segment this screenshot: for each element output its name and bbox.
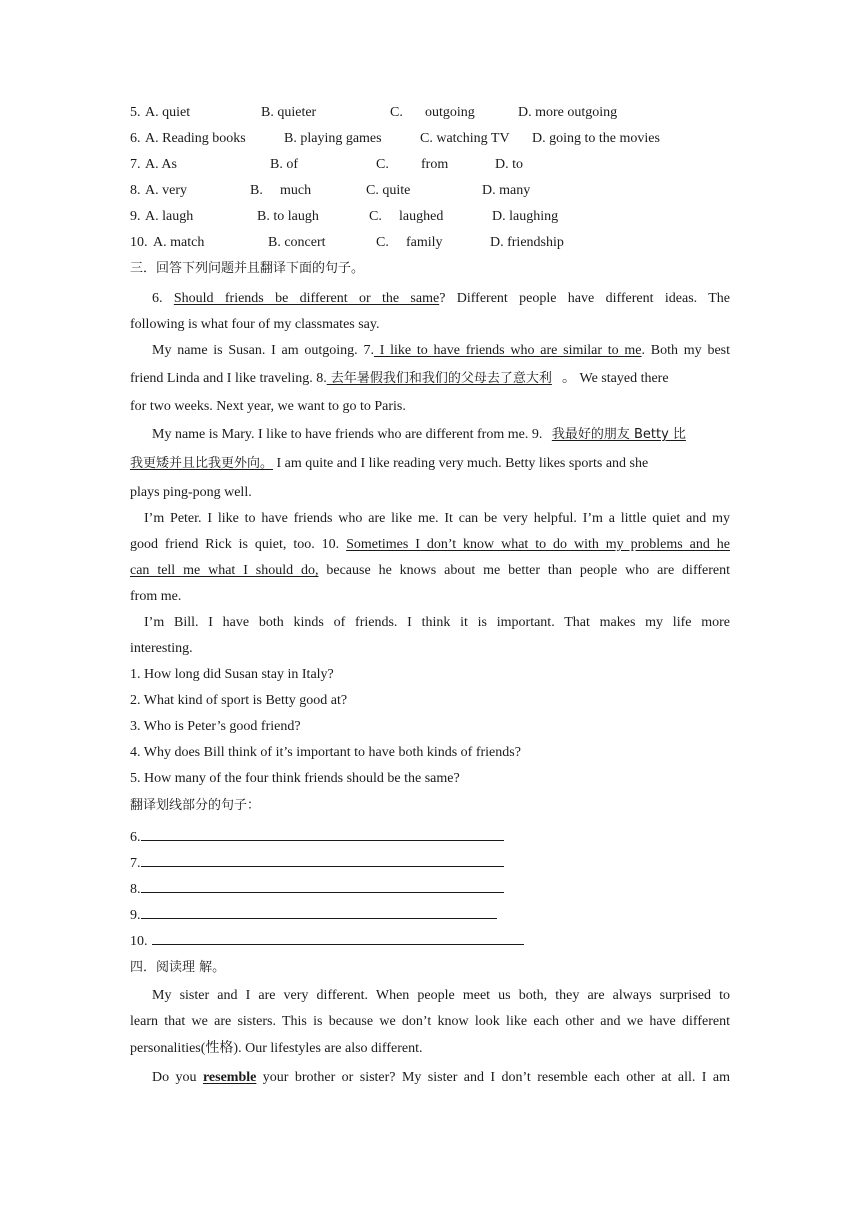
choice-option-b: B. of — [270, 157, 298, 172]
passage-p3-line1 — [130, 425, 686, 445]
passage-p5-line2: interesting. — [130, 641, 193, 656]
reading-line-4 — [130, 1068, 730, 1088]
section-4-heading: 四．阅读理 解。 — [130, 960, 226, 975]
translate-number: 6. — [130, 830, 141, 845]
choice-option-c: C. — [369, 209, 382, 224]
passage-p5-line1: I’m Bill. I have both kinds of friends. I think it is important. That makes my life more — [144, 615, 730, 630]
question-1: 1. How long did Susan stay in Italy? — [130, 667, 334, 682]
choice-option-a: A. As — [145, 157, 177, 172]
choice-option-a: A. match — [153, 235, 205, 250]
passage-text: My name is Mary. I like to have friends who are different from me. 9. — [152, 427, 543, 442]
choice-option-d: D. laughing — [492, 209, 559, 224]
reading-line-3: personalities(性格). Our lifestyles are also different. — [130, 1041, 423, 1056]
sentence-number: 6. — [152, 291, 163, 306]
choice-option-c-text: laughed — [399, 209, 444, 224]
section-3-heading: 三．回答下列问题并且翻译下面的句子。 — [130, 261, 365, 276]
translate-number: 9. — [130, 908, 141, 923]
choice-option-c-text: outgoing — [425, 105, 475, 120]
underlined-sentence-7: I like to have friends who are similar to me — [373, 343, 642, 358]
translate-number: 10. — [130, 934, 148, 949]
passage-p2-line2 — [130, 369, 669, 389]
answer-blank[interactable] — [152, 930, 524, 945]
choice-option-c: C. watching TV — [420, 131, 510, 146]
choice-option-a: A. laugh — [145, 209, 194, 224]
choice-row-9 — [130, 207, 559, 227]
translate-number: 8. — [130, 882, 141, 897]
choice-option-b: B. to laugh — [257, 209, 319, 224]
question-3: 3. Who is Peter’s good friend? — [130, 719, 301, 734]
choice-option-b: B. quieter — [261, 105, 317, 120]
choice-option-d: D. friendship — [490, 235, 564, 250]
choice-row-5 — [130, 103, 618, 123]
choice-row-10 — [130, 233, 564, 253]
choice-option-b: B. playing games — [284, 131, 382, 146]
passage-p4-line2 — [130, 535, 730, 555]
passage-text: My name is Susan. I am outgoing. 7. — [152, 343, 374, 358]
passage-text: I am quite and I like reading very much. Betty likes sports and she — [273, 456, 649, 471]
passage-text: ? Different people have different ideas. The — [439, 291, 731, 306]
choice-option-d: D. to — [495, 157, 523, 172]
answer-blank[interactable] — [141, 852, 504, 867]
choice-number: 9. — [130, 209, 141, 224]
underlined-sentence-9-cont: 我更矮并且比我更外向。 — [130, 456, 274, 471]
answer-blank[interactable] — [141, 878, 504, 893]
underlined-sentence-6: Should friends be different or the same — [173, 291, 440, 306]
choice-number: 5. — [130, 105, 141, 120]
passage-p1-line2: following is what four of my classmates say. — [130, 317, 380, 332]
choice-option-b: B. concert — [268, 235, 326, 250]
passage-text: 。 We stayed there — [562, 371, 669, 386]
underlined-sentence-8: 去年暑假我们和我们的父母去了意大利 — [326, 371, 552, 386]
choice-row-6 — [130, 129, 660, 149]
passage-text: friend Linda and I like traveling. 8. — [130, 371, 327, 386]
question-4: 4. Why does Bill think of it’s important to have both kinds of friends? — [130, 745, 521, 760]
choice-number: 10. — [130, 235, 148, 250]
choice-row-8 — [130, 181, 531, 201]
passage-p4-line3 — [130, 561, 730, 581]
choice-option-c: C. — [376, 157, 389, 172]
reading-line-2: learn that we are sisters. This is because we don’t know look like each other and we have different — [130, 1014, 730, 1029]
choice-option-c-text: family — [406, 235, 443, 250]
translate-line-6 — [130, 826, 504, 848]
reading-text: your brother or sister? My sister and I don’t resemble each other at all. I am — [256, 1070, 730, 1085]
underlined-sentence-10: Sometimes I don’t know what to do with my problems and he — [346, 537, 730, 552]
passage-p2-line1 — [130, 341, 730, 361]
choice-row-7 — [130, 155, 523, 175]
passage-text: good friend Rick is quiet, too. 10. — [130, 537, 340, 552]
choice-number: 8. — [130, 183, 141, 198]
passage-p3-line3: plays ping-pong well. — [130, 485, 252, 500]
translate-line-8 — [130, 878, 504, 900]
keyword-resemble: resemble — [202, 1070, 257, 1085]
translate-line-7 — [130, 852, 504, 874]
underlined-sentence-9: 我最好的朋友 Betty 比 — [551, 427, 686, 442]
choice-option-d: D. many — [482, 183, 531, 198]
passage-text: . Both my best — [641, 343, 730, 358]
answer-blank[interactable] — [141, 904, 497, 919]
passage-p3-line2 — [130, 454, 648, 474]
question-2: 2. What kind of sport is Betty good at? — [130, 693, 348, 708]
choice-option-a: A. Reading books — [145, 131, 246, 146]
choice-option-c: C. — [390, 105, 403, 120]
choice-option-a: A. very — [145, 183, 187, 198]
passage-p4-line4: from me. — [130, 589, 182, 604]
passage-p2-line3: for two weeks. Next year, we want to go to Paris. — [130, 399, 406, 414]
choice-number: 6. — [130, 131, 141, 146]
choice-option-b-text: much — [280, 183, 312, 198]
choice-option-d: D. going to the movies — [532, 131, 660, 146]
reading-text: My sister and I are very different. When people meet us both, they are always surprised to — [152, 988, 730, 1003]
answer-blank[interactable] — [141, 826, 504, 841]
translate-line-9 — [130, 904, 497, 926]
reading-line-1 — [130, 986, 730, 1006]
choice-option-a: A. quiet — [145, 105, 191, 120]
choice-option-d: D. more outgoing — [518, 105, 618, 120]
choice-number: 7. — [130, 157, 141, 172]
translate-heading: 翻译划线部分的句子： — [130, 798, 261, 813]
question-5: 5. How many of the four think friends should be the same? — [130, 771, 460, 786]
choice-option-c: C. — [376, 235, 389, 250]
translate-number: 7. — [130, 856, 141, 871]
translate-line-10 — [130, 930, 524, 952]
passage-p1-line1 — [130, 289, 730, 309]
choice-option-c: C. quite — [366, 183, 411, 198]
passage-text: because he knows about me better than people who are different — [318, 563, 730, 578]
reading-text: Do you — [152, 1070, 203, 1085]
passage-p4-line1: I’m Peter. I like to have friends who are like me. It can be very helpful. I’m a little quiet and my — [144, 511, 730, 526]
choice-option-b: B. — [250, 183, 263, 198]
choice-option-c-text: from — [421, 157, 449, 172]
underlined-sentence-10-cont: can tell me what I should do, — [130, 563, 319, 578]
